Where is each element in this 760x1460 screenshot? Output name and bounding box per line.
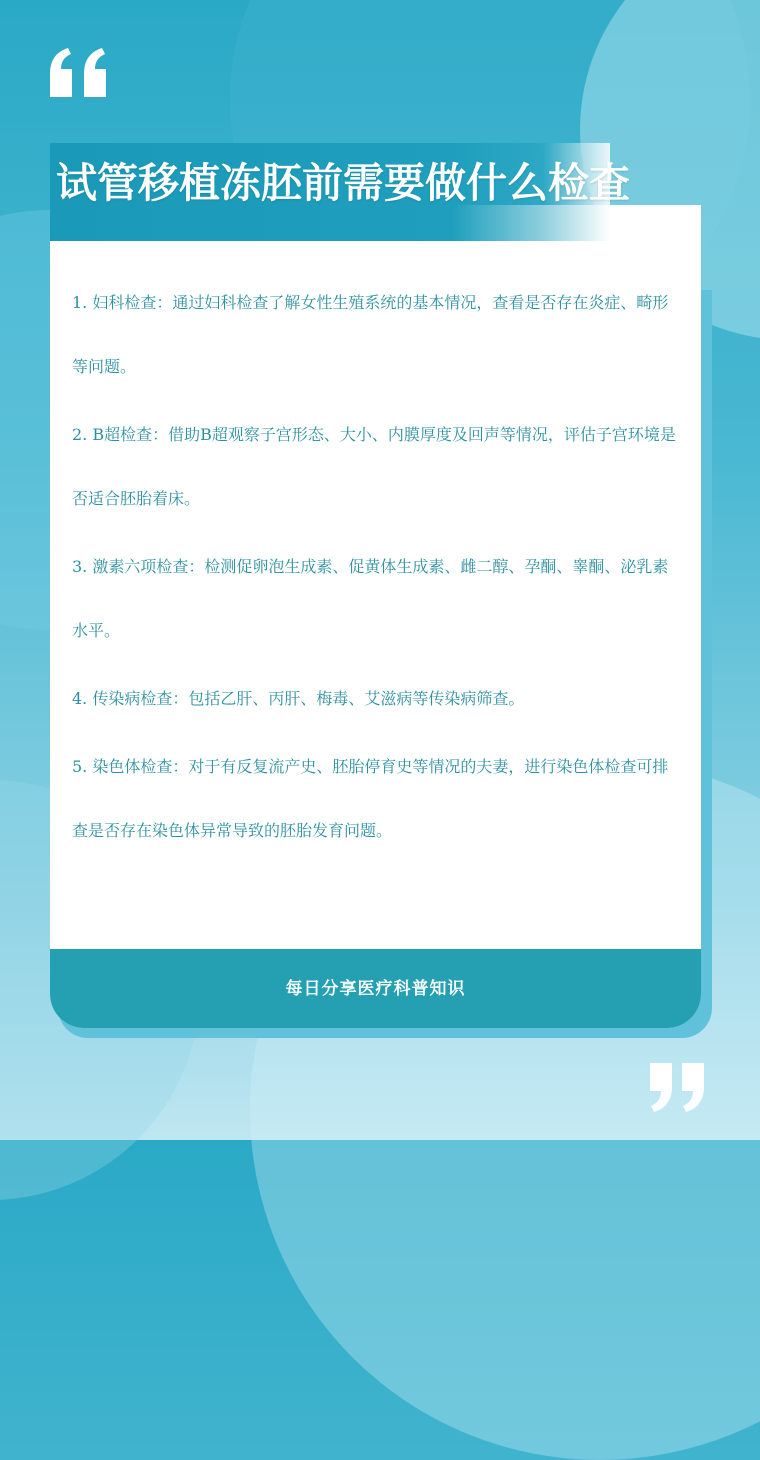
list-item: 2. B超检查：借助B超观察子宫形态、大小、内膜厚度及回声等情况，评估子宫环境是否适合胚胎着床。 (72, 425, 676, 508)
list-item: 5. 染色体检查：对于有反复流产史、胚胎停育史等情况的夫妻，进行染色体检查可排查是否存在染色体异常导致的胚胎发育问题。 (72, 757, 669, 840)
checklist (72, 271, 680, 867)
open-quote-icon (44, 42, 114, 102)
close-quote-icon (642, 1058, 712, 1118)
list-item: 1. 妇科检查：通过妇科检查了解女性生殖系统的基本情况，查看是否存在炎症、畸形等问题。 (72, 293, 669, 376)
footer-text: 每日分享医疗科普知识 (285, 979, 466, 999)
title-band-overlay (50, 205, 610, 241)
list-item: 4. 传染病检查：包括乙肝、丙肝、梅毒、艾滋病等传染病筛查。 (72, 689, 525, 708)
footer-bar (50, 949, 701, 1028)
page-title: 试管移植冻胚前需要做什么检查 (56, 159, 630, 207)
list-item: 3. 激素六项检查：检测促卵泡生成素、促黄体生成素、雌二醇、孕酮、睾酮、泌乳素水平。 (72, 557, 669, 640)
content-card (50, 205, 701, 1028)
